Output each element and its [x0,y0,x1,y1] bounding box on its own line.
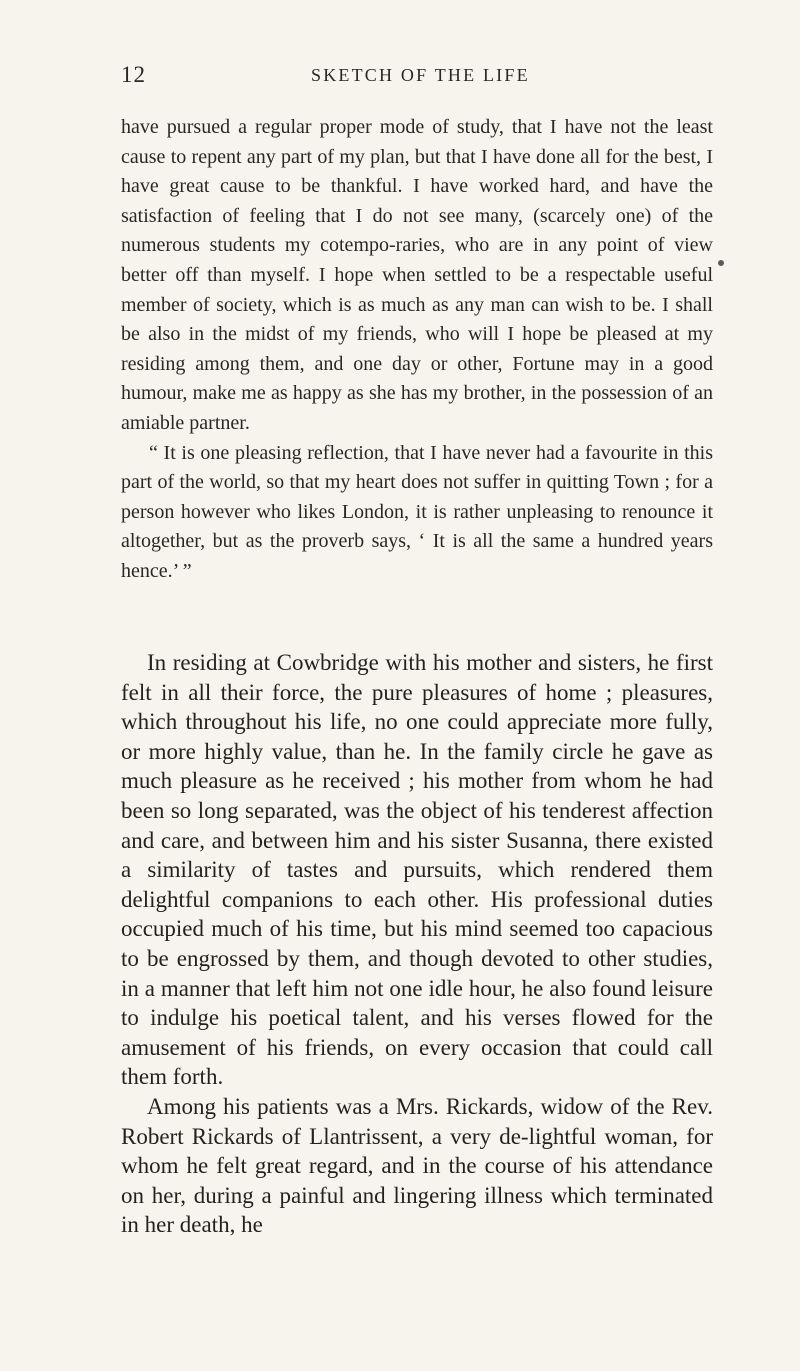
ink-speck-mark [718,260,724,266]
page-number: 12 [121,62,146,87]
letter-paragraph-1: have pursued a regular proper mode of study, that I have not the least cause to repent any part of my plan, but that I have done all for the best, I have great cause to be thankful. I have worked hard, and have the satisfaction of feeling that I do not see many, (scarcely one) of the numerous students my cotempo-raries, who are in any point of view better off than myself. I hope when settled to be a respectable useful member of society, which is as much as any man can wish to be. I shall be also in the midst of my friends, who will I hope be pleased at my residing among them, and one day or other, Fortune may in a good humour, make me as happy as she has my brother, in the possession of an amiable partner. [121,116,713,434]
letter-paragraph-2: “ It is one pleasing reflection, that I have never had a favourite in this part of the world, so that my heart does not suffer in quitting Town ; for a person however who likes London, it is rather unpleasing to renounce it altogether, but as the proverb says, ‘ It is all the same a hundred years hence.’ ” [121,441,713,582]
running-head: SKETCH OF THE LIFE [311,65,530,85]
narrative-paragraph-1: In residing at Cowbridge with his mother and sisters, he first felt in all their force, the pure pleasures of home ; pleasures, which throughout his life, no one could appreciate more fully, or more highly value, than he. In the family circle he gave as much pleasure as he received ; his mother from whom he had been so long separated, was the object of his tenderest affection and care, and between him and his sister Susanna, there existed a similarity of tastes and pursuits, which rendered them delightful companions to each other. His professional duties occupied much of his time, but his mind seemed too capacious to be engrossed by them, and though devoted to other studies, in a manner that left him not one idle hour, he also found leisure to indulge his poetical talent, and his verses flowed for the amusement of his friends, on every occasion that could call them forth. [121,650,713,1090]
narrative-paragraph-2: Among his patients was a Mrs. Rickards, widow of the Rev. Robert Rickards of Llantrissent, a very de-lightful woman, for whom he felt great regard, and in the course of his attendance on her, during a painful and lingering illness which terminated in her death, he [121,1093,713,1238]
page-header [121,62,707,92]
letter-excerpt [121,113,713,587]
narrative-text [121,648,713,1240]
